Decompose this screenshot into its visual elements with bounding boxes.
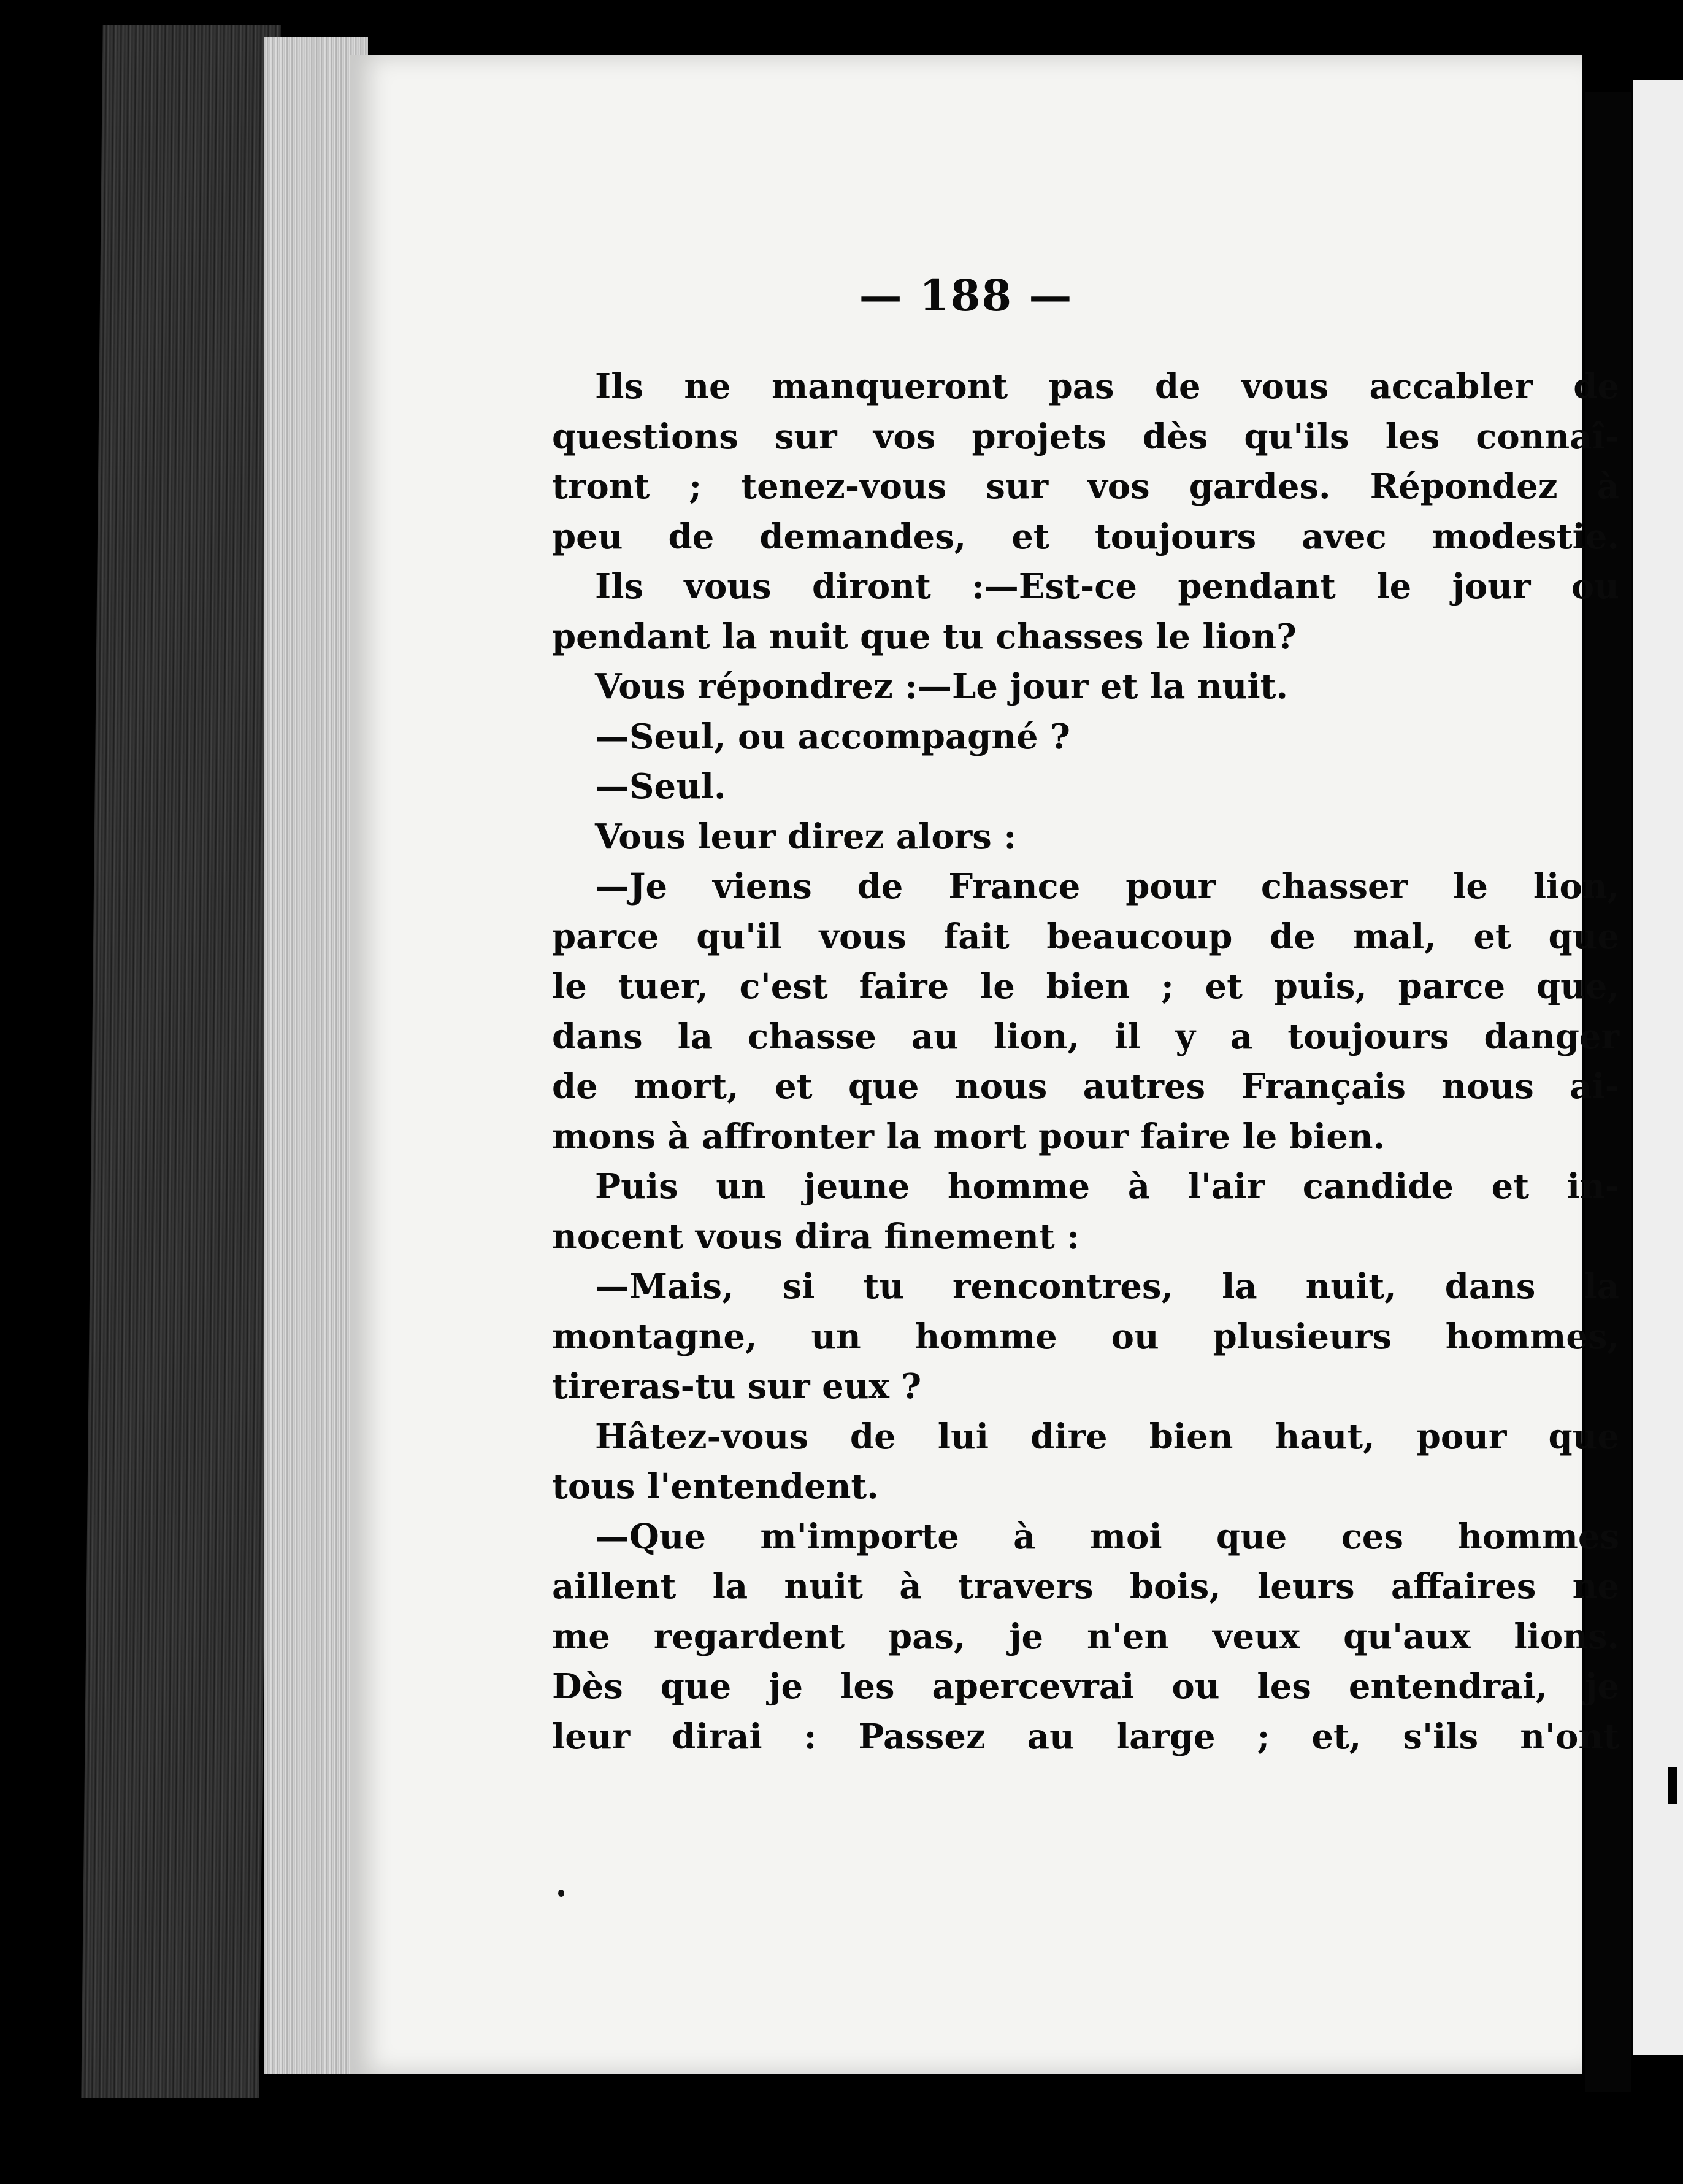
text-line: questions sur vos projets dès qu'ils les connaî-	[552, 416, 1619, 457]
text-line: le tuer, c'est faire le bien ; et puis, parce que,	[552, 966, 1619, 1007]
book-spine-edge	[81, 25, 280, 2098]
text-line: aillent la nuit à travers bois, leurs affaires ne	[552, 1566, 1619, 1607]
text-line: —Seul, ou accompagné ?	[595, 716, 1070, 757]
book-page	[350, 55, 1619, 2074]
text-line: nocent vous dira finement :	[552, 1216, 1079, 1257]
text-line: Vous leur direz alors :	[595, 816, 1016, 857]
text-line: Ils ne manqueront pas de vous accabler de	[595, 366, 1619, 407]
next-page-sliver	[1633, 80, 1683, 2055]
text-line: —Que m'importe à moi que ces hommes	[595, 1516, 1619, 1557]
text-line: —Seul.	[595, 766, 726, 807]
text-line: Puis un jeune homme à l'air candide et in-	[595, 1166, 1619, 1207]
text-line: me regardent pas, je n'en veux qu'aux lions.	[552, 1616, 1619, 1657]
text-line: dans la chasse au lion, il y a toujours danger	[552, 1016, 1619, 1057]
text-line: Ils vous diront :—Est-ce pendant le jour ou	[595, 566, 1619, 607]
body-text	[552, 362, 1619, 1762]
text-line: tireras-tu sur eux ?	[552, 1366, 922, 1407]
sliver-mark	[1668, 1767, 1677, 1804]
text-line: Vous répondrez :—Le jour et la nuit.	[595, 666, 1288, 707]
ink-speck	[558, 1890, 564, 1897]
text-line: peu de demandes, et toujours avec modestie.	[552, 516, 1619, 557]
text-line: Hâtez-vous de lui dire bien haut, pour que	[595, 1416, 1619, 1457]
text-line: —Mais, si tu rencontres, la nuit, dans la	[595, 1266, 1619, 1307]
text-line: leur dirai : Passez au large ; et, s'ils n'ont	[552, 1716, 1619, 1757]
text-line: parce qu'il vous fait beaucoup de mal, et que	[552, 916, 1619, 957]
text-line: de mort, et que nous autres Français nous ai-	[552, 1066, 1619, 1107]
text-line: tront ; tenez-vous sur vos gardes. Répondez à	[552, 466, 1619, 507]
text-line: Dès que je les apercevrai ou les entendrai, je	[552, 1666, 1619, 1707]
text-line: tous l'entendent.	[552, 1466, 879, 1507]
page-number: — 188 —	[859, 270, 1073, 321]
text-line: pendant la nuit que tu chasses le lion?	[552, 616, 1297, 657]
text-line: —Je viens de France pour chasser le lion,	[595, 866, 1619, 907]
text-line: montagne, un homme ou plusieurs hommes,	[552, 1316, 1619, 1357]
text-line: mons à affronter la mort pour faire le bien.	[552, 1116, 1386, 1157]
